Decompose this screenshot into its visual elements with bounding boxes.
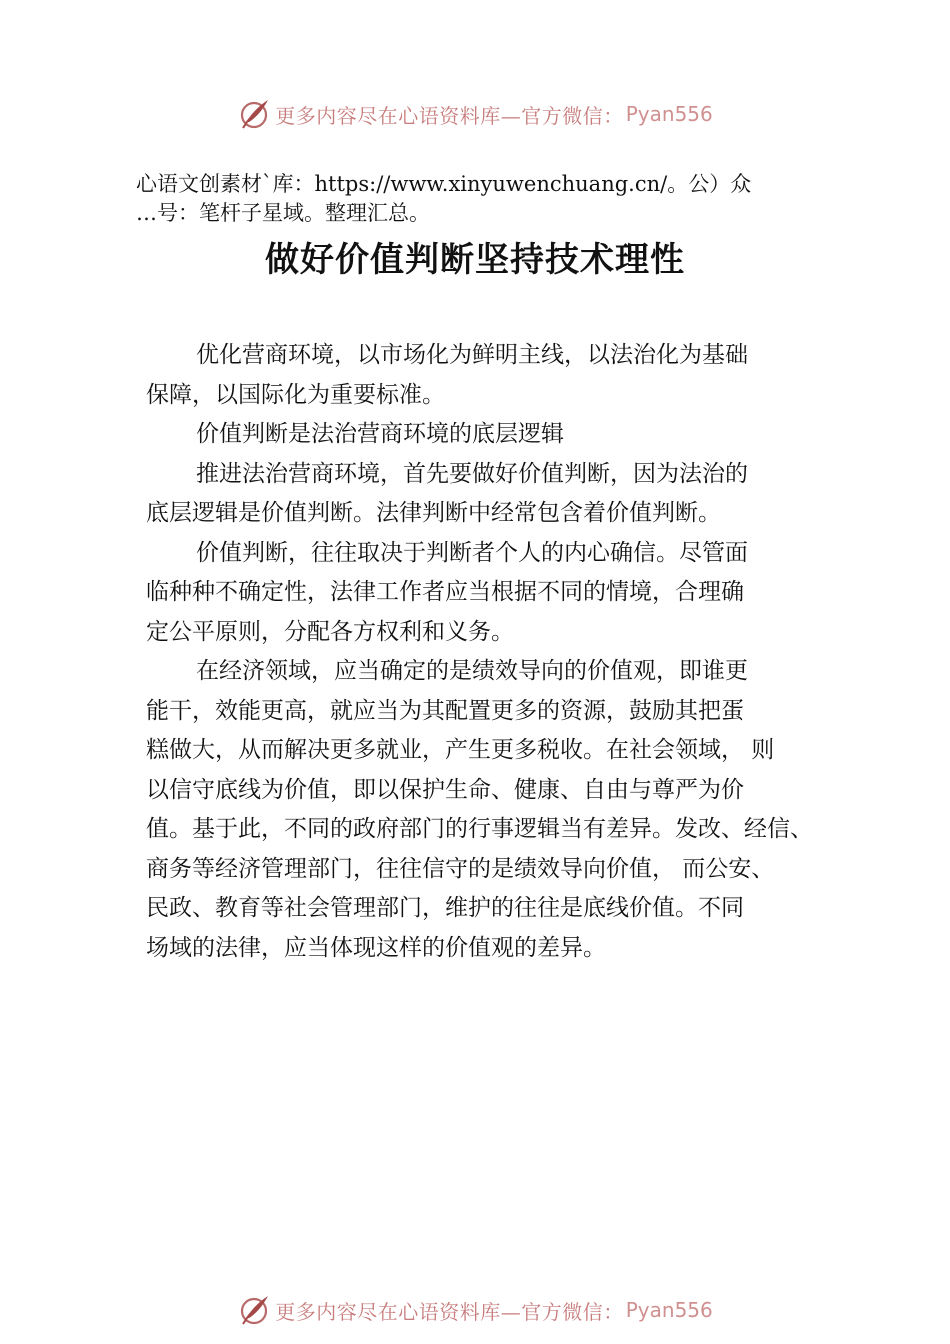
footer-banner bbox=[0, 1290, 950, 1330]
body-line: 以信守底线为价值，即以保护生命、健康、自由与尊严为价 bbox=[146, 776, 744, 803]
body-line: 价值判断，往往取决于判断者个人的内心确信。尽管面 bbox=[196, 539, 748, 566]
banner-wechat-id: Pyan556 bbox=[625, 102, 713, 126]
body-line: 底层逻辑是价值判断。法律判断中经常包含着价值判断。 bbox=[146, 500, 721, 526]
article-body bbox=[146, 336, 846, 968]
body-line: 值。基于此，不同的政府部门的行事逻辑当有差异。发改、经信、 bbox=[146, 816, 813, 842]
source-note-line: …号：笔杆子星域。整理汇总。 bbox=[136, 201, 430, 225]
body-line: 能干，效能更高，就应当为其配置更多的资源，鼓励其把蛋 bbox=[146, 697, 744, 724]
body-line: 场域的法律，应当体现这样的价值观的差异。 bbox=[146, 934, 606, 961]
source-note bbox=[136, 170, 846, 228]
quill-logo-icon bbox=[237, 1293, 271, 1327]
body-line: 临种种不确定性，法律工作者应当根据不同的情境，合理确 bbox=[146, 579, 744, 605]
article-title: 做好价值判断坚持技术理性 bbox=[265, 240, 685, 280]
body-line: 定公平原则，分配各方权利和义务。 bbox=[146, 618, 514, 645]
body-line: 推进法治营商环境，首先要做好价值判断，因为法治的 bbox=[196, 460, 748, 487]
body-line: 商务等经济管理部门，往往信守的是绩效导向价值， 而公安、 bbox=[146, 855, 775, 882]
body-line: 保障，以国际化为重要标准。 bbox=[146, 381, 445, 408]
quill-logo-icon bbox=[237, 97, 271, 131]
body-line: 优化营商环境，以市场化为鲜明主线，以法治化为基础 bbox=[196, 342, 748, 368]
banner-wechat-label: 官方微信： bbox=[521, 1299, 624, 1324]
banner-wechat-label: 官方微信： bbox=[521, 103, 624, 128]
banner-wechat-id: Pyan556 bbox=[625, 1298, 713, 1322]
banner-tagline: 更多内容尽在心语资料库— bbox=[275, 103, 522, 128]
body-line: 糕做大，从而解决更多就业，产生更多税收。在社会领域， 则 bbox=[146, 737, 775, 763]
section-heading: 价值判断是法治营商环境的底层逻辑 bbox=[196, 421, 564, 447]
header-banner bbox=[0, 94, 950, 134]
source-note-line: 心语文创素材`库：https://www.xinyuwenchuang.cn/。公）众 bbox=[136, 172, 752, 196]
body-line: 民政、教育等社会管理部门，维护的往往是底线价值。不同 bbox=[146, 895, 744, 921]
banner-tagline: 更多内容尽在心语资料库— bbox=[275, 1299, 522, 1324]
body-line: 在经济领域，应当确定的是绩效导向的价值观，即谁更 bbox=[196, 658, 748, 684]
